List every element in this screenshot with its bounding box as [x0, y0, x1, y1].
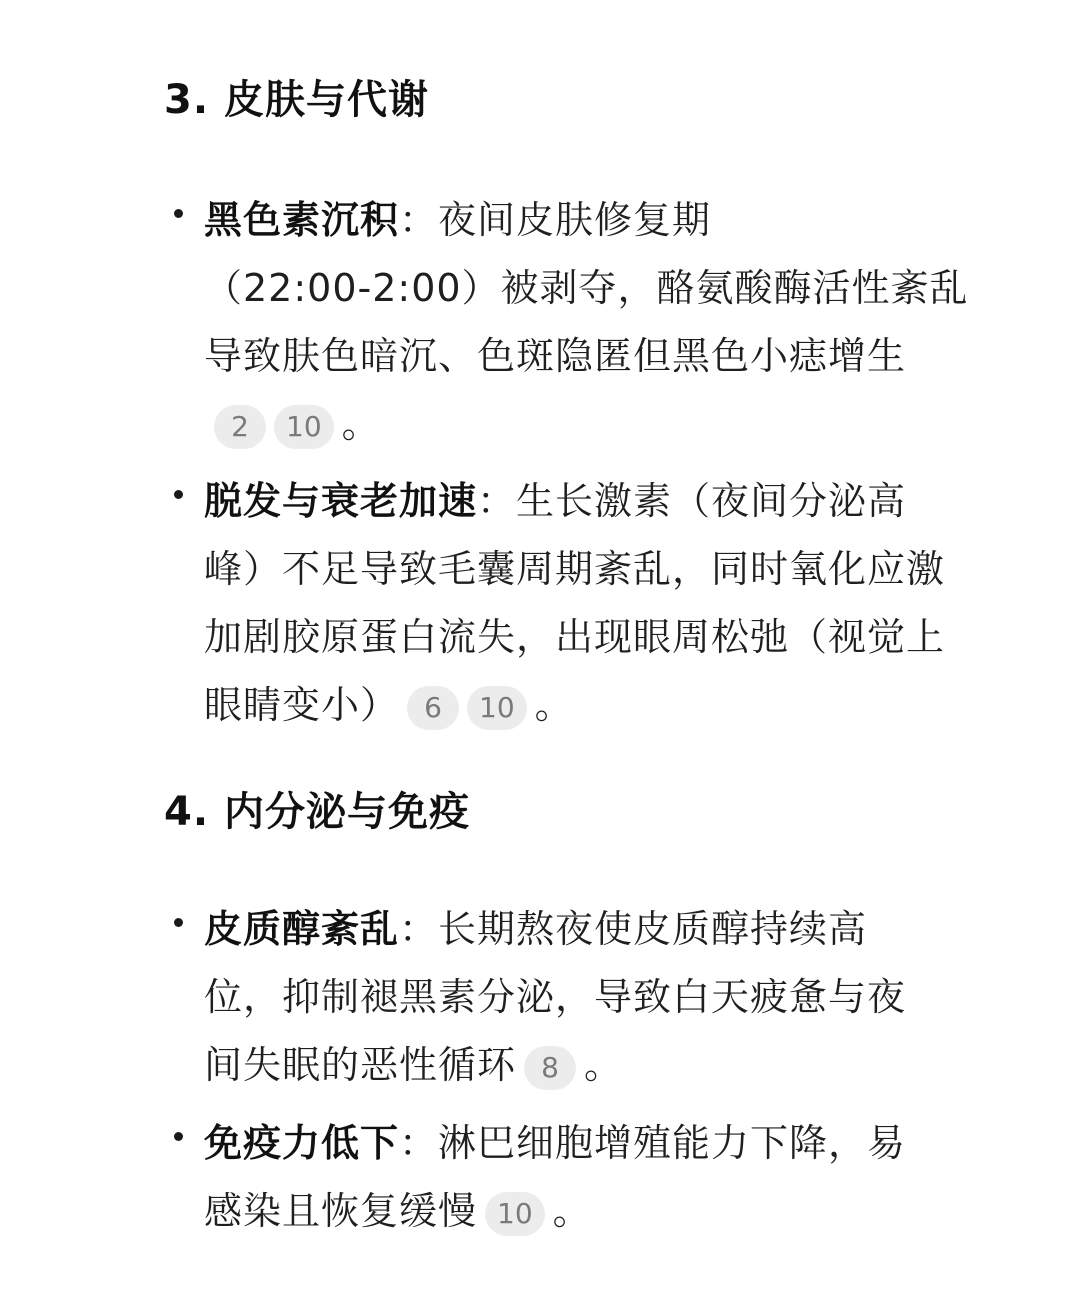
list-item-line: [204, 186, 1034, 254]
list-item-text: 眼睛变小）: [204, 683, 400, 727]
sentence-end: 。: [534, 683, 574, 727]
list-item-body: [204, 467, 1034, 739]
citation-badge[interactable]: 2: [214, 405, 266, 449]
list-item-text: （22:00-2:00）被剥夺，酪氨酸酶活性紊乱: [204, 266, 969, 310]
section-heading-endocrine-immunity: 4. 内分泌与免疫: [164, 789, 470, 835]
citation-badge[interactable]: 8: [524, 1046, 576, 1090]
sentence-end: 。: [341, 402, 381, 446]
list-item-line: [204, 390, 1034, 458]
bullet-icon: [174, 1132, 183, 1141]
list-item-text: 生长激素（夜间分泌高: [516, 479, 907, 523]
list-item-text: 长期熬夜使皮质醇持续高: [438, 907, 868, 951]
section-heading-skin-metabolism: 3. 皮肤与代谢: [164, 77, 429, 123]
citation-badge[interactable]: 10: [485, 1192, 545, 1236]
term-separator: ：: [477, 479, 517, 523]
list-item-body: [204, 186, 1034, 458]
term-separator: ：: [399, 198, 439, 242]
bullet-icon: [174, 209, 183, 218]
citation-badge[interactable]: 10: [467, 686, 527, 730]
list-item-body: [204, 1109, 1034, 1245]
bullet-icon: [174, 918, 183, 927]
list-item-text: 间失眠的恶性循环: [204, 1043, 517, 1087]
term-separator: ：: [399, 1121, 439, 1165]
list-item-term: 脱发与衰老加速: [204, 479, 478, 523]
sentence-end: 。: [584, 1043, 624, 1087]
list-item-line: [204, 1177, 1034, 1245]
list-item-line: [204, 895, 1034, 963]
list-item-text: 峰）不足导致毛囊周期紊乱，同时氧化应激: [204, 547, 946, 591]
list-item-term: 皮质醇紊乱: [204, 907, 400, 951]
list-item-text: 夜间皮肤修复期: [438, 198, 712, 242]
list-item-term: 免疫力低下: [204, 1121, 400, 1165]
sentence-end: 。: [552, 1189, 592, 1233]
list-item-line: [204, 1031, 1034, 1099]
term-separator: ：: [399, 907, 439, 951]
list-item-text: 感染且恢复缓慢: [204, 1189, 478, 1233]
list-item-term: 黑色素沉积: [204, 198, 400, 242]
list-item-line: [204, 671, 1034, 739]
bullet-icon: [174, 490, 183, 499]
citation-badge[interactable]: 6: [407, 686, 459, 730]
list-item-body: [204, 895, 1034, 1099]
list-item-text: 位，抑制褪黑素分泌，导致白天疲惫与夜: [204, 975, 907, 1019]
list-item-text: 淋巴细胞增殖能力下降，易: [438, 1121, 907, 1165]
citation-badge[interactable]: 10: [274, 405, 334, 449]
list-item-text: 导致肤色暗沉、色斑隐匿但黑色小痣增生: [204, 334, 907, 378]
list-item-line: [204, 1109, 1034, 1177]
list-item-line: [204, 467, 1034, 535]
list-item-text: 加剧胶原蛋白流失，出现眼周松弛（视觉上: [204, 615, 946, 659]
